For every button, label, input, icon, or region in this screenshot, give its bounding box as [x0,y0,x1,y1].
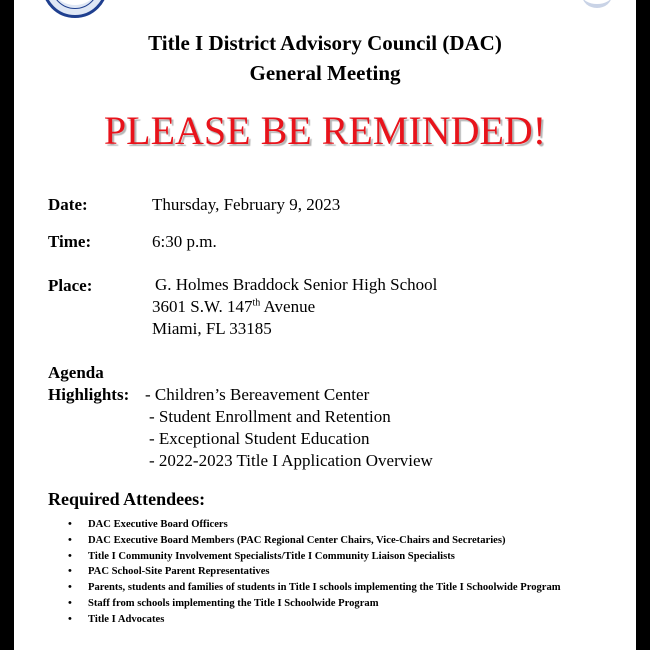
reminder-banner: PLEASE BE REMINDED! [103,108,547,153]
page-border-right [636,0,650,650]
decorative-swoosh [582,0,612,8]
place-city: Miami, FL 33185 [152,319,272,338]
agenda-item: - Exceptional Student Education [149,429,370,448]
street-type: Avenue [260,297,316,316]
time-value: 6:30 p.m. [152,232,217,251]
date-label: Date: [48,195,88,214]
attendees-heading: Required Attendees: [48,489,206,509]
agenda-item: - Children’s Bereavement Center [145,385,370,404]
agenda-item: - 2022-2023 Title I Application Overview [149,451,433,470]
attendees-list [88,518,608,629]
page-border-left [0,0,14,650]
place-label: Place: [48,276,93,295]
agenda-label-line2: Highlights: [48,385,130,404]
attendee-item: • Staff from schools implementing the Title I Schoolwide Program [88,597,608,610]
meeting-subtitle: General Meeting [249,61,401,85]
agenda-item: - Student Enrollment and Retention [149,407,391,426]
place-address [152,274,437,340]
place-street [152,296,437,318]
time-label: Time: [48,232,92,251]
street-suffix: th [252,297,261,309]
place-school-name: G. Holmes Braddock Senior High School [155,275,438,294]
attendee-item: • PAC School-Site Parent Representatives [88,565,608,578]
agenda-list [145,384,433,472]
date-value: Thursday, February 9, 2023 [152,195,341,214]
attendee-item: • DAC Executive Board Members (PAC Regional Center Chairs, Vice-Chairs and Secretaries) [88,534,608,547]
agenda-label-line1: Agenda [48,363,104,382]
attendee-item: • Title I Community Involvement Specialists/Title I Community Liaison Specialists [88,550,608,563]
agenda-label [48,362,129,406]
seal-ring [51,0,99,9]
street-number: 3601 S.W. 147 [152,297,253,316]
meeting-title: Title I District Advisory Council (DAC) [148,31,502,55]
attendee-item: • Title I Advocates [88,613,608,626]
attendee-item: • DAC Executive Board Officers [88,518,608,531]
district-seal-logo [42,0,108,18]
attendee-item: • Parents, students and families of students in Title I schools implementing the Title I Schoolwide Program [88,581,608,594]
